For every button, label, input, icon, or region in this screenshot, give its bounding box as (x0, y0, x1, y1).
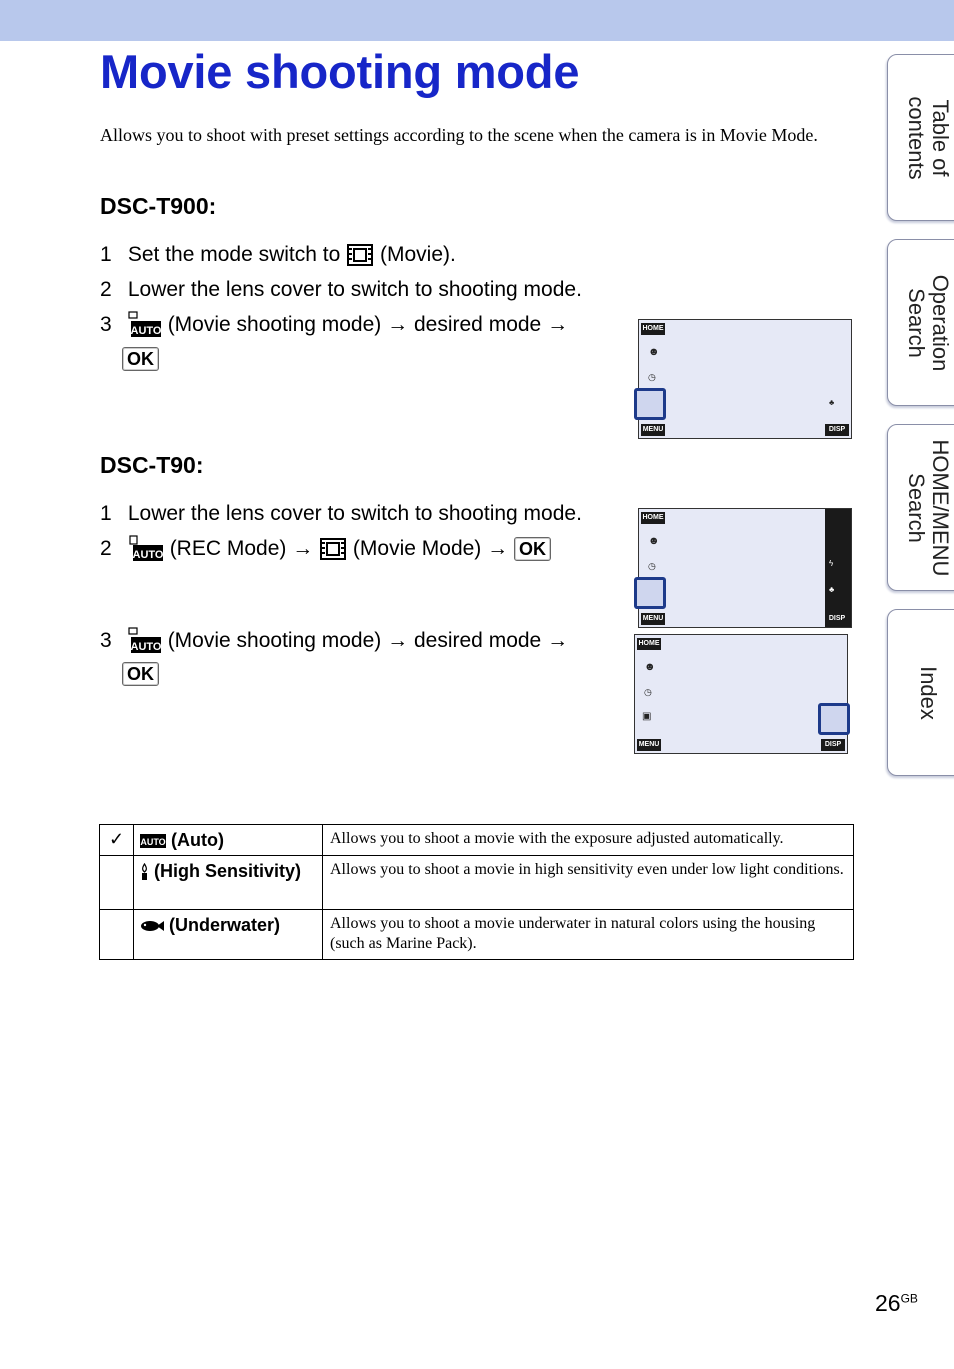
movie-mode-selected-icon (634, 388, 666, 420)
flash-auto-icon: ϟ (829, 559, 834, 568)
movie-auto-icon (128, 311, 162, 339)
movie-film-icon (346, 243, 374, 267)
rec-mode-selected-icon (634, 577, 666, 609)
movie-film-icon (319, 537, 347, 561)
rec-auto-icon (128, 535, 164, 563)
macro-auto-icon: ♣ (829, 585, 835, 594)
ok-button-icon: OK (514, 537, 551, 561)
check-icon: ✓ (108, 829, 125, 849)
mode-name: (High Sensitivity) (154, 861, 302, 881)
movie-film-small-icon: ▣ (642, 711, 652, 722)
mode-description: Allows you to shoot a movie with the exposure adjusted automatically. (323, 825, 854, 856)
disp-button: DISP (825, 613, 849, 625)
lcd-screen-t900 (638, 319, 852, 439)
menu-button: MENU (637, 739, 661, 751)
disp-button: DISP (825, 424, 849, 436)
tab-index[interactable]: Index (887, 609, 954, 776)
home-button: HOME (641, 323, 665, 335)
smile-shutter-icon: ☻ (648, 535, 660, 547)
mode-name: (Underwater) (169, 915, 281, 935)
t90-step-3: 3 AUTO (Movie shooting mode) → desired mode → (100, 629, 569, 654)
svg-text:AUTO: AUTO (130, 325, 162, 338)
svg-text:AUTO: AUTO (140, 837, 166, 848)
t900-step-1: 1 Set the mode switch to (Movie). (100, 243, 456, 266)
table-row (100, 856, 854, 910)
movie-modes-table (99, 824, 854, 960)
tab-operation-search[interactable]: Operation Search (887, 239, 954, 406)
t900-step-2: 2 Lower the lens cover to switch to shooting mode. (100, 278, 582, 301)
page-title: Movie shooting mode (100, 45, 580, 98)
menu-button: MENU (641, 424, 665, 436)
macro-auto-icon: ♣ (829, 398, 835, 407)
t90-step-1: 1 Lower the lens cover to switch to shooting mode. (100, 502, 582, 525)
home-button: HOME (637, 638, 661, 650)
high-sensitivity-icon (140, 863, 149, 881)
t90-step-3-ok (122, 657, 159, 691)
underwater-fish-icon (140, 919, 164, 933)
tab-home-menu-search[interactable]: HOME/MENU Search (887, 424, 954, 591)
mode-name: (Auto) (171, 830, 224, 850)
menu-button: MENU (641, 613, 665, 625)
header-bar (0, 0, 954, 41)
self-timer-off-icon: ◷ (644, 687, 652, 697)
mode-description: Allows you to shoot a movie underwater in natural colors using the housing (such as Marine Pack). (323, 910, 854, 960)
movie-shooting-mode-selected-icon (818, 703, 850, 735)
disp-button: DISP (821, 739, 845, 751)
table-row (100, 825, 854, 856)
model-heading-t90: DSC-T90: (100, 452, 204, 478)
lcd-screen-t90-rec (638, 508, 852, 628)
svg-text:AUTO: AUTO (132, 549, 164, 562)
default-marker-cell (100, 825, 134, 856)
smile-shutter-icon: ☻ (648, 346, 660, 358)
t900-step-3-ok (122, 342, 159, 376)
page-number: $26^{GB}$ (875, 1290, 918, 1316)
smile-shutter-icon: ☻ (644, 661, 656, 673)
tab-table-of-contents[interactable]: Table of contents (887, 54, 954, 221)
auto-mode-icon (140, 833, 166, 849)
t90-step-2: 2 AUTO (REC Mode) → (Movie Mode) → OK (100, 532, 551, 566)
self-timer-off-icon: ◷ (648, 372, 656, 382)
intro-text: Allows you to shoot with preset settings according to the scene when the camera is in Movie Mode. (100, 125, 818, 145)
lcd-screen-t90-movie (634, 634, 848, 754)
svg-text:AUTO: AUTO (130, 641, 162, 654)
model-heading-t900: DSC-T900: (100, 193, 217, 219)
movie-auto-icon (128, 627, 162, 655)
table-row (100, 910, 854, 960)
self-timer-off-icon: ◷ (648, 561, 656, 571)
ok-button-icon: OK (122, 662, 159, 686)
mode-description: Allows you to shoot a movie in high sensitivity even under low light conditions. (323, 856, 854, 910)
t900-step-3: 3 AUTO (Movie shooting mode) → desired mode → (100, 313, 569, 338)
ok-button-icon: OK (122, 347, 159, 371)
home-button: HOME (641, 512, 665, 524)
